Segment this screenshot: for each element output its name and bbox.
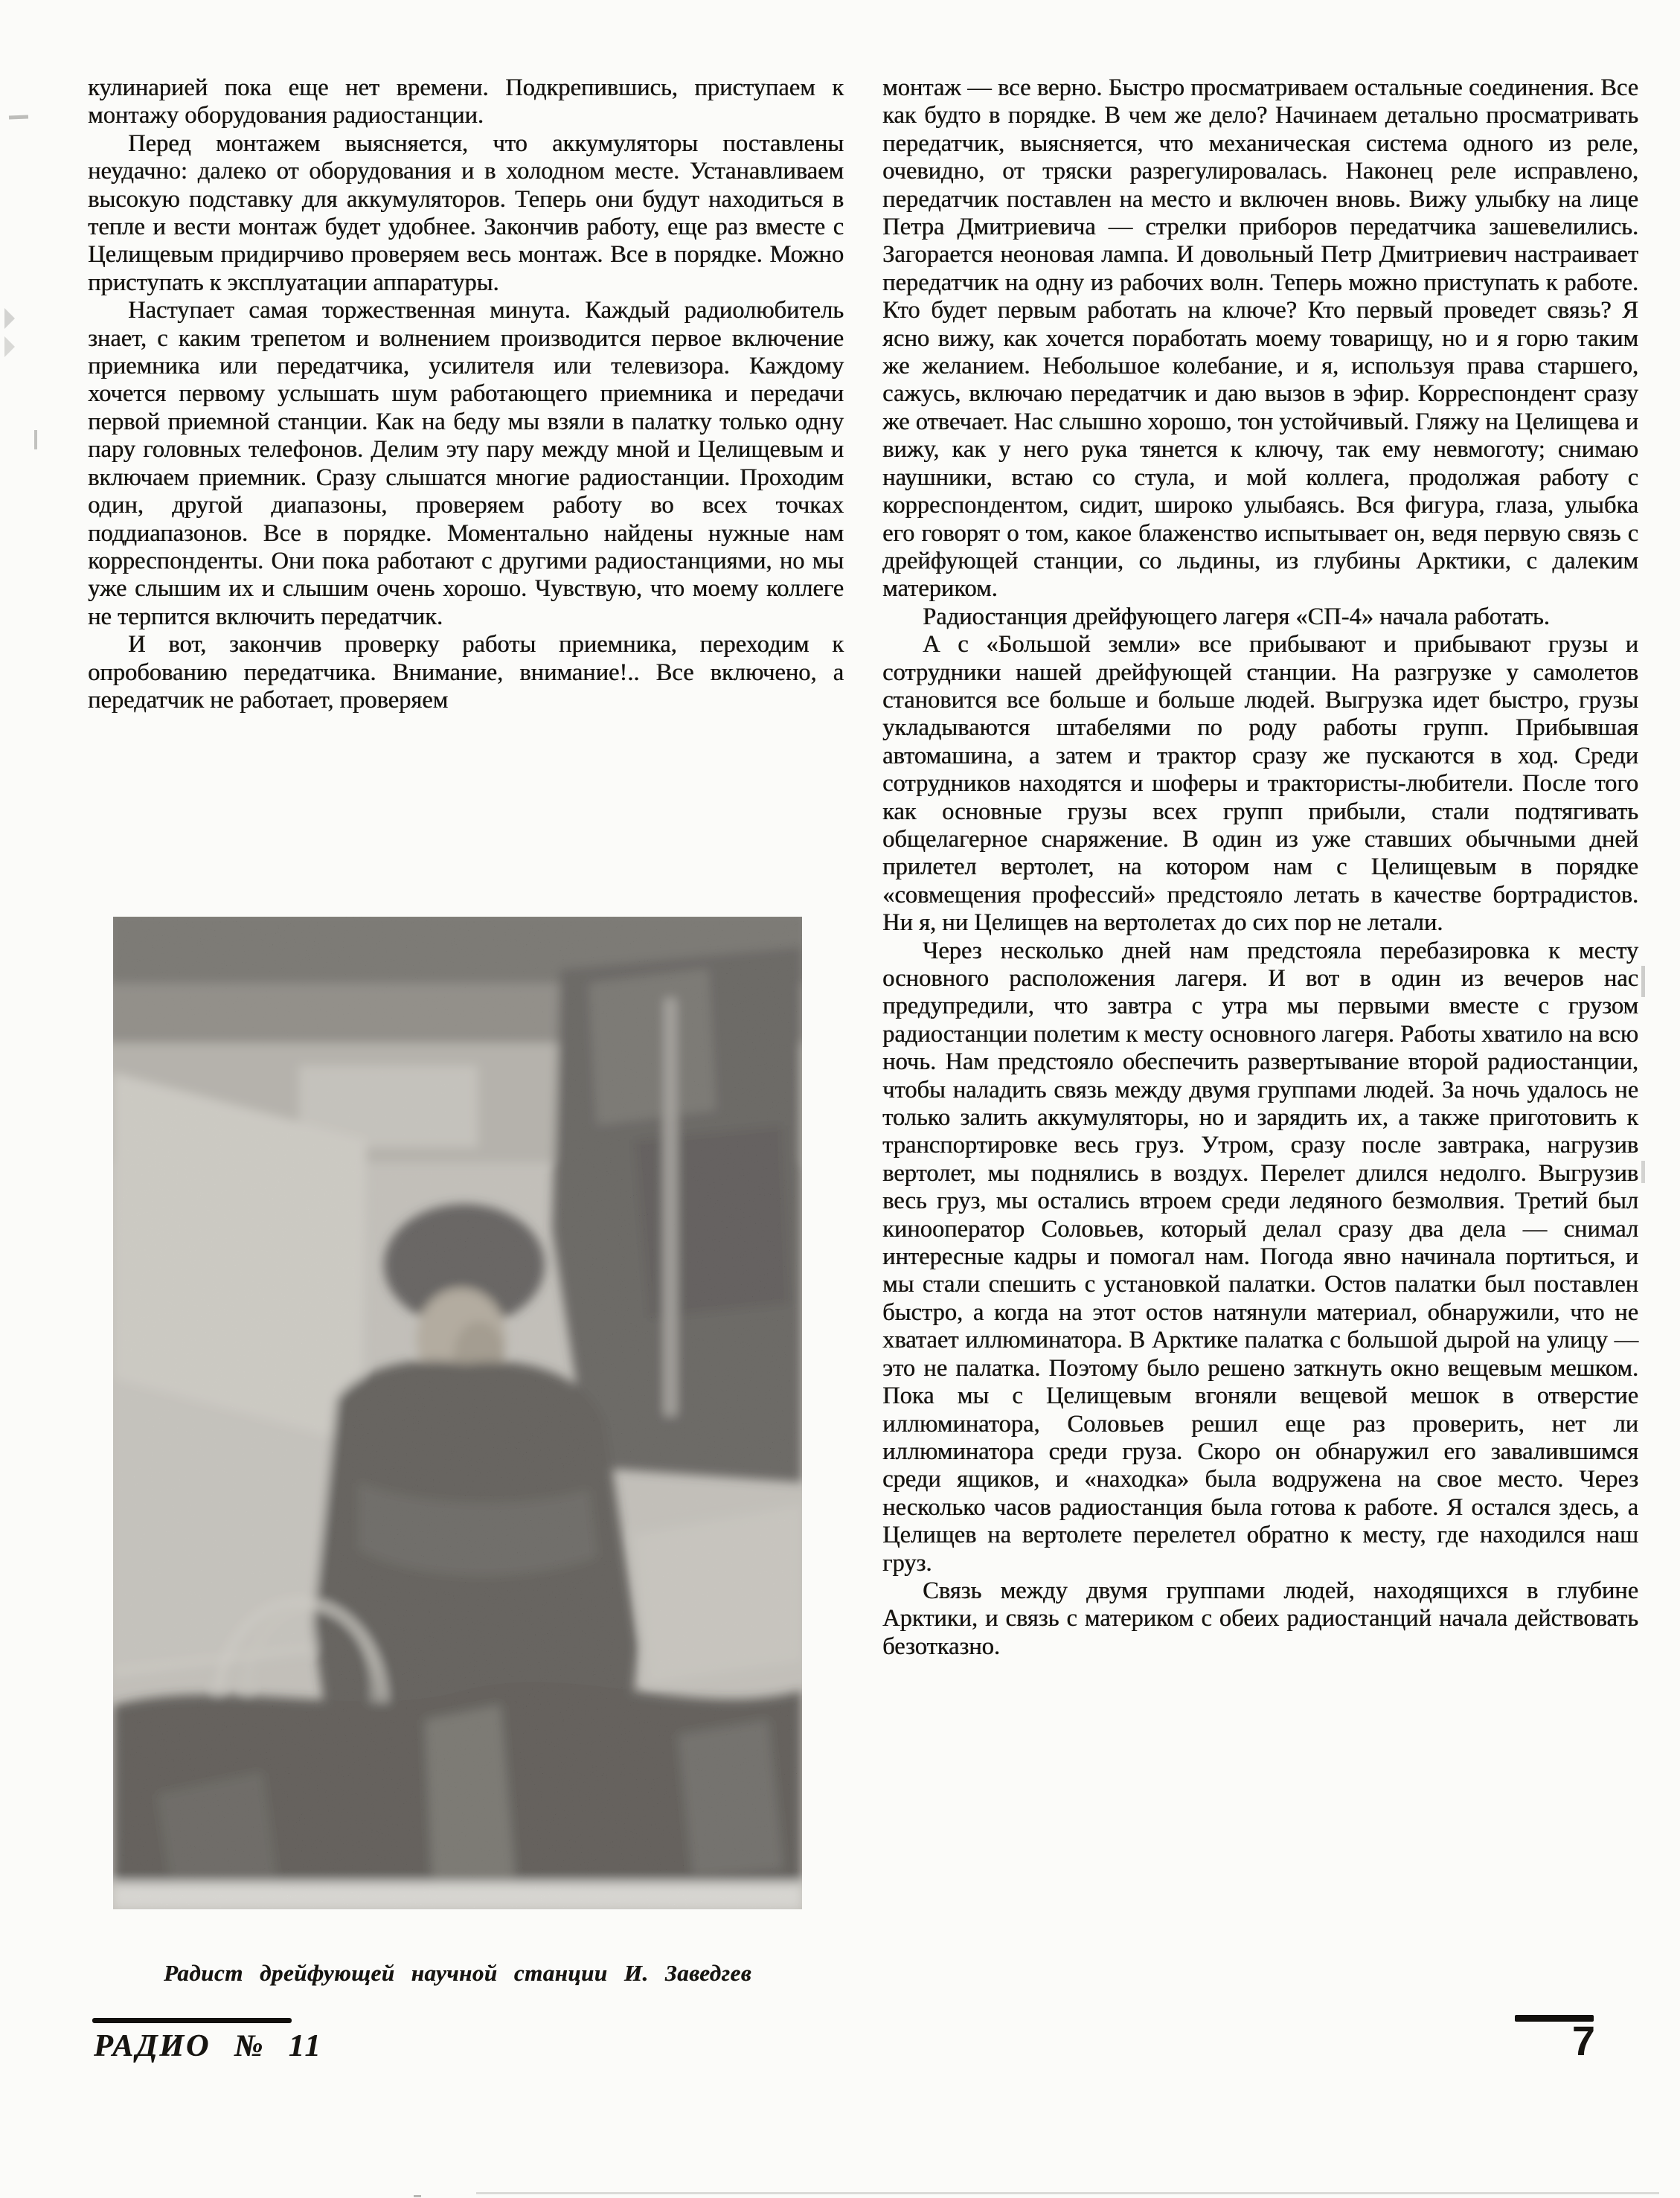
paragraph: Через несколько дней нам предстояла перебазировка к месту основного расположения лагеря. И вот в один из вечеров нас предупредили, что завтра с утра мы первыми вместе с грузом радиостанции полетим к месту основного лагеря. Работы хватило на всю ночь. Нам предстояло обеспечить развертывание второй радиостанции, чтобы наладить связь между двумя группами людей. За ночь удалось не только залить аккумуляторы, но и зарядить их, а также приготовить к транспортировке весь груз. Утром, сразу после завтрака, нагрузив вертолет, мы поднялись в воздух. Перелет длился недолго. Выгрузив весь груз, мы остались втроем среди ледяного безмолвия. Третий был кинооператор Соловьев, который делал сразу два дела — снимал интересные кадры и помогал нам. Погода явно начинала портиться, и мы стали спешить с установкой палатки. Остов палатки был поставлен быстро, а когда на этот остов натянули материал, обнаружили, что не хватает иллюминатора. В Арктике палатка с большой дырой на улицу — это не палатка. Поэтому было решено заткнуть окно вещевым мешком. Пока мы с Целищевым вгоняли вещевой мешок в отверстие иллюминатора, Соловьев решил еще раз проверить, нет ли иллюминатора среди груза. Скоро он обнаружил его завалившимся среди ящиков, и «находка» была водружена на свое место. Через несколько часов радиостанция была готова к работе. Я остался здесь, а Целищев на вертолете перелетел обратно к месту, где находился наш груз. <box>882 937 1638 1577</box>
page-number: 7 <box>1571 2017 1595 2064</box>
scan-artifact <box>4 308 15 329</box>
paragraph: монтаж — все верно. Быстро просматриваем остальные соединения. Все как будто в порядке. В чем же дело? Начинаем детально просматривать передатчик, выясняется, что механическая система одного из реле, очевидно, от тряски разрегулировалась. Наконец реле исправлено, передатчик поставлен на место и включен вновь. Вижу улыбку на лице Петра Дмитриевича — стрелки приборов передатчика зашевелились. Загорается неоновая лампа. И довольный Петр Дмитриевич настраивает передатчик на одну из рабочих волн. Теперь можно приступать к работе. Кто будет первым работать на ключе? Кто первый проведет связь? Я ясно вижу, как хочется поработать моему товарищу, но и я горю таким же желанием. Небольшое колебание, и я, используя права старшего, сажусь, включаю передатчик и даю вызов в эфир. Корреспондент сразу же отвечает. Нас слышно хорошо, тон устойчивый. Гляжу на Целищева и вижу, как у него рука тянется к ключу, так ему невмоготу; снимаю наушники, встаю со стула, и мой коллега, продолжая работу с корреспондентом, сидит, широко улыбаясь. Вся фигура, глаза, улыбка его говорят о том, какое блаженство испытывает он, ведя первую связь с дрейфующей станции, со льдины, из глубины Арктики, с далеким материком. <box>882 74 1638 603</box>
scan-artifact <box>414 2195 421 2197</box>
left-column <box>88 74 844 714</box>
photo-caption: Радист дрейфующей научной станции И. Заведгев <box>163 1960 752 1986</box>
scan-artifact <box>4 336 15 357</box>
photo-illustration <box>113 917 802 1909</box>
scan-artifact <box>9 115 28 120</box>
photo-radio-operator <box>113 917 802 1909</box>
scan-artifact <box>34 430 37 449</box>
paragraph: И вот, закончив проверку работы приемника, переходим к опробованию передатчика. Внимание, внимание!.. Все включено, а передатчик не работает, проверяем <box>88 631 844 714</box>
paragraph: Радиостанция дрейфующего лагеря «СП-4» начала работать. <box>923 603 1550 630</box>
issue-label: РАДИО № 11 <box>94 2029 323 2063</box>
paragraph: Наступает самая торжественная минута. Каждый радиолюбитель знает, с каким трепетом и волнением производится первое включение приемника или передатчика, усилителя или телевизора. Каждому хочется первому услышать шум работающего приемника и передачи первой приемной станции. Как на беду мы взяли в палатку только одну пару головных телефонов. Делим эту пару между мной и Целищевым и включаем приемник. Сразу слышатся многие радиостанции. Проходим один, другой диапазоны, проверяем работу во всех точках поддиапазонов. Все в порядке. Моментально найдены нужные нам корреспонденты. Они пока работают с другими радиостанциями, но мы уже слышим их и слышим очень хорошо. Чувствую, что моему коллеге не терпится включить передатчик. <box>88 297 844 630</box>
footer-rule <box>92 2018 292 2023</box>
paragraph: Перед монтажем выясняется, что аккумуляторы поставлены неудачно: далеко от оборудования и в холодном месте. Устанавливаем высокую подставку для аккумуляторов. Теперь они будут находиться в тепле и вести монтаж будет удобнее. Закончив работу, еще раз вместе с Целищевым придирчиво проверяем весь монтаж. Все в порядке. Можно приступать к эксплуатации аппаратуры. <box>88 129 844 296</box>
scan-artifact <box>1641 966 1645 997</box>
paragraph: А с «Большой земли» все прибывают и прибывают грузы и сотрудники нашей дрейфующей станции. На разгрузке у самолетов становится все больше и больше людей. Выгрузка идет быстро, грузы укладываются штабелями по роду работы групп. Прибывшая автомашина, а затем и трактор сразу же пускаются в ход. Среди сотрудников находятся и шоферы и трактористы-любители. После того как основные грузы всех групп прибыли, стали подтягивать общелагерное снаряжение. В один из уже ставших обычными дней прилетел вертолет, на котором нам с Целищевым в порядке «совмещения профессий» предстояло летать в качестве бортрадистов. Ни я, ни Целищев на вертолетах до сих пор не летали. <box>882 631 1638 937</box>
right-column <box>882 74 1638 1661</box>
scan-artifact <box>476 2192 1659 2194</box>
paragraph: кулинарией пока еще нет времени. Подкрепившись, приступаем к монтажу оборудования радиостанции. <box>88 74 844 129</box>
paragraph: Связь между двумя группами людей, находящихся в глубине Арктики, и связь с материком с обеих радиостанций начала действовать безотказно. <box>882 1577 1638 1660</box>
scan-artifact <box>1641 1161 1645 1183</box>
